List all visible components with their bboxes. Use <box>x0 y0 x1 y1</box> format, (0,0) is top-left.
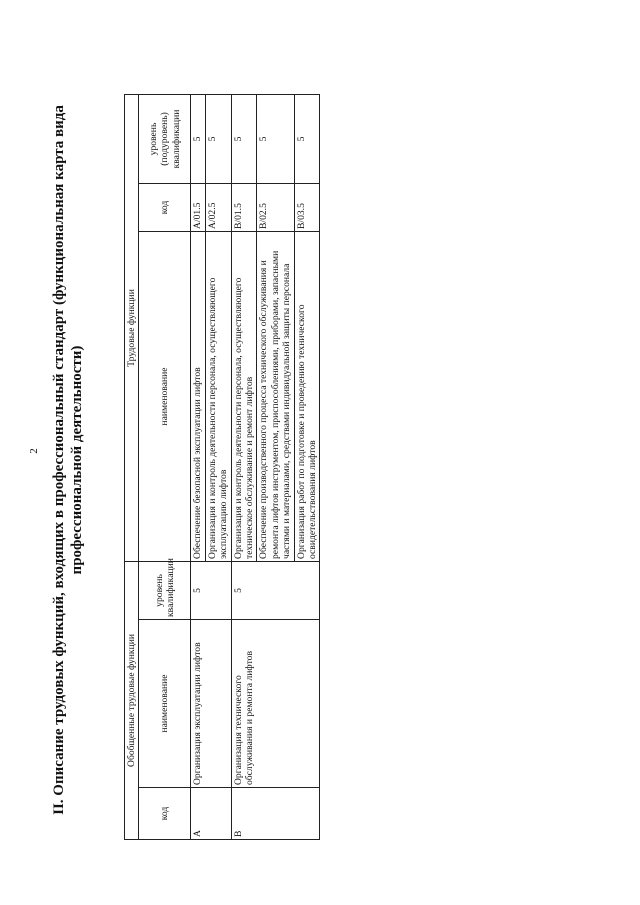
functional-map-table <box>124 94 320 840</box>
header-tf-code: код <box>139 183 191 231</box>
tf-name-cell: Организация работ по подготовке и проведению технического освидетельствования лифтов <box>294 231 320 561</box>
tf-level-cell: 5 <box>294 94 320 183</box>
gf-name-cell: Организация эксплуатации лифтов <box>191 620 231 788</box>
gf-code-cell: В <box>231 788 320 840</box>
tf-name-cell: Организация и контроль деятельности персонала, осуществляющего техническое обслуживание и ремонт лифтов <box>231 231 257 561</box>
gf-code-cell: А <box>191 788 231 840</box>
header-tf-name: наименование <box>139 231 191 561</box>
tf-name-cell: Обеспечение производственного процесса технического обслуживания и ремонта лифтов инструментом, приспособлениями, приборами, запасными частями и материалами, средствами индивидуальной защиты персонала <box>257 231 294 561</box>
gf-name-cell: Организация технического обслуживания и ремонта лифтов <box>231 620 320 788</box>
tf-level-cell: 5 <box>191 94 205 183</box>
header-labor-functions: Трудовые функции <box>125 94 139 561</box>
rotated-page-content <box>50 60 610 860</box>
tf-level-cell: 5 <box>231 94 257 183</box>
tf-name-cell: Обеспечение безопасной эксплуатации лифтов <box>191 231 205 561</box>
header-generalized-functions: Обобщенные трудовые функции <box>125 561 139 839</box>
section-title-line-1: II. Описание трудовых функций, входящих в профессиональный стандарт (функциональная карта вида <box>51 105 67 815</box>
table-row <box>191 94 205 839</box>
tf-code-cell: В/03.5 <box>294 183 320 231</box>
tf-code-cell: А/01.5 <box>191 183 205 231</box>
tf-code-cell: А/02.5 <box>205 183 231 231</box>
tf-name-cell: Организация и контроль деятельности персонала, осуществляющего эксплуатацию лифтов <box>205 231 231 561</box>
section-title-line-2: профессиональной деятельности) <box>69 345 85 575</box>
page-number: 2 <box>28 448 40 454</box>
tf-level-cell: 5 <box>257 94 294 183</box>
header-gf-code: код <box>139 788 191 840</box>
section-title <box>50 60 120 860</box>
header-tf-sublevel: уровень (подуровень) квалификации <box>139 94 191 183</box>
tf-code-cell: В/02.5 <box>257 183 294 231</box>
gf-level-cell: 5 <box>191 561 231 619</box>
gf-level-cell: 5 <box>231 561 320 619</box>
header-gf-level: уровень квалификации <box>139 561 191 619</box>
tf-level-cell: 5 <box>205 94 231 183</box>
table-row <box>231 94 257 839</box>
header-gf-name: наименование <box>139 620 191 788</box>
tf-code-cell: В/01.5 <box>231 183 257 231</box>
